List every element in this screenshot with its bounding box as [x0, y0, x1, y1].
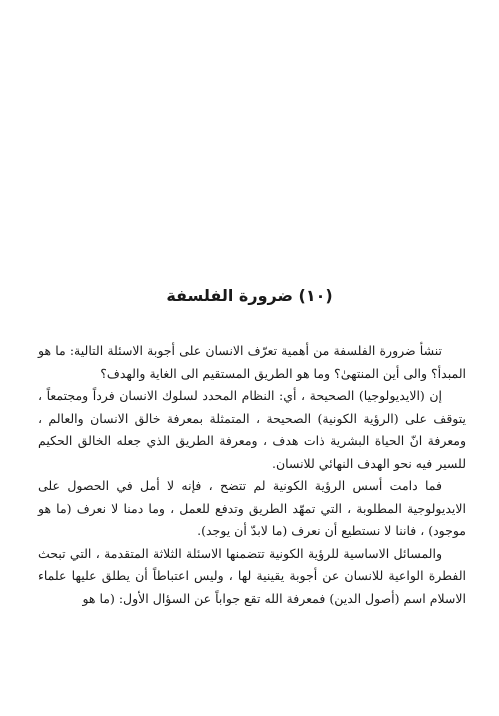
paragraph-2: إن (الايديولوجيا) الصحيحة ، أي: النظام المحدد لسلوك الانسان فرداً ومجتمعاً ، يتوقف على (الرؤية الكونية) الصحيحة ، المتمثلة بمعرفة خالق الانسان والعالم ، ومعرفة انّ الحياة البشرية ذات هدف ، ومعرفة الطريق الذي جعله الخالق الحكيم للسير فيه نحو الهدف النهائي للانسان.	[38, 388, 466, 471]
section-title: (١٠) ضرورة الفلسفة	[166, 286, 333, 305]
paragraph-4: والمسائل الاساسية للرؤية الكونية تتضمنها الاسئلة الثلاثة المتقدمة ، التي تبحث الفطرة الواعية للانسان عن أجوبة يقينية لها ، وليس اعتباطاً أن يطلق عليها علماء الاسلام اسم (أصول الدين) فمعرفة الله تقع جواباً عن السؤال الأول: (ما هو	[38, 545, 466, 606]
paragraph-3: فما دامت أسس الرؤية الكونية لم تتضح ، فإنه لا أمل في الحصول على الايديولوجية المطلوبة ، التي تمهّد الطريق وتدفع للعمل ، وما دمنا لا نعرف (ما هو موجود) ، فاننا لا نستطيع أن نعرف (ما لابدّ أن يوجد).	[38, 478, 466, 538]
paragraph-1: تنشأ ضرورة الفلسفة من أهمية تعرّف الانسان على أجوبة الاسئلة التالية: ما هو المبدأ؟ والى أين المنتهىٰ؟ وما هو الطريق المستقيم الى الغاية والهدف؟	[38, 343, 466, 381]
body-text	[38, 340, 466, 610]
